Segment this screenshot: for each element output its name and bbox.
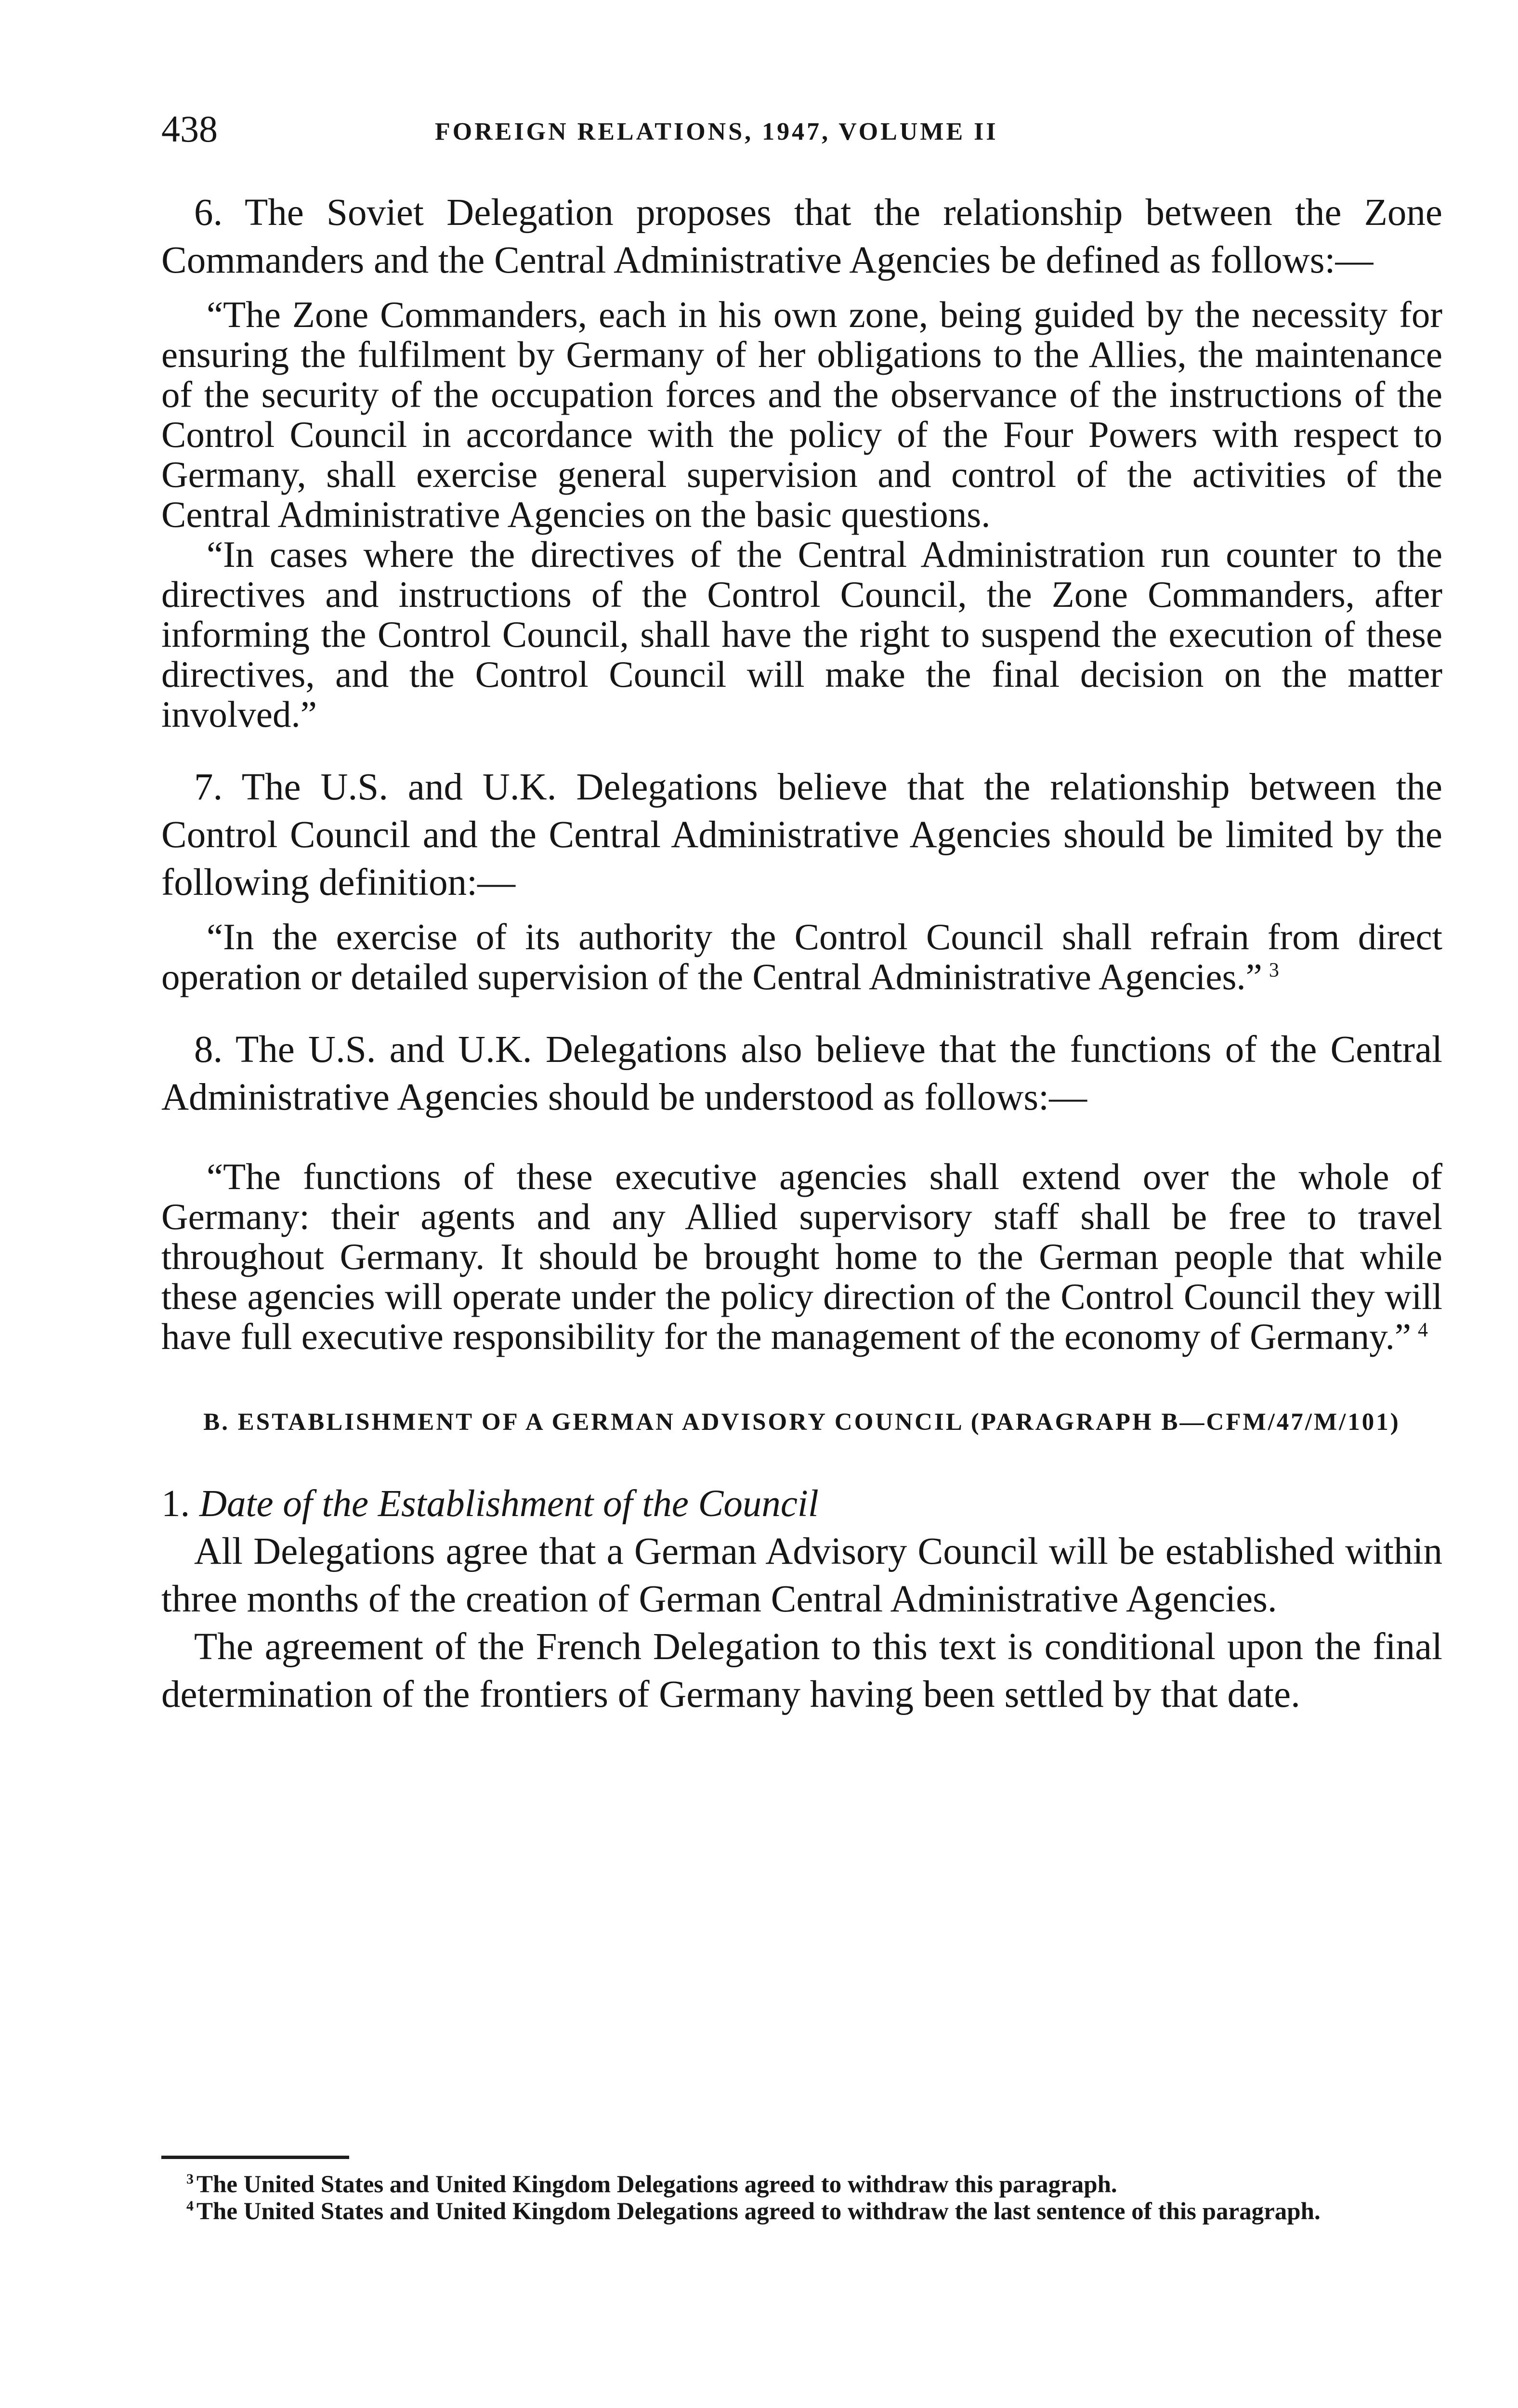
page-number: 438 — [161, 108, 218, 150]
soviet-proposal-quote-1: “The Zone Commanders, each in his own zone, being guided by the necessity for ensuring the fulfilment by Germany of her obligations to the Allies, the maintenance of the security of the occupation forces and the observance of the instructions of the Control Council in accordance with the policy of the Four Powers with respect to Germany, shall exercise general supervision and control of the activities of the Central Administrative Agencies on the basic questions. — [161, 294, 1442, 535]
footnote-ref-3: 3 — [1269, 959, 1279, 982]
footnote-4-text: The United States and United Kingdom Delegations agreed to withdraw the last sentence of this paragraph. — [196, 2198, 1321, 2225]
footnote-ref-4: 4 — [1418, 1319, 1428, 1341]
subsection-1-heading — [161, 1480, 1442, 1528]
section-b-paragraph-2: The agreement of the French Delegation to this text is conditional upon the final determination of the frontiers of Germany having been settled by that date. — [161, 1626, 1442, 1715]
us-uk-quote-8 — [161, 1157, 1442, 1357]
footnote-4 — [161, 2198, 1442, 2225]
paragraph-6: 6. The Soviet Delegation proposes that the relationship between the Zone Commanders and the Central Administrative Agencies be defined as follows:— — [161, 192, 1442, 281]
footnote-3 — [161, 2171, 1442, 2198]
us-uk-quote-7 — [161, 917, 1442, 997]
journal-title: FOREIGN RELATIONS, 1947, VOLUME II — [435, 118, 998, 145]
running-head — [161, 105, 1442, 168]
footnotes — [161, 2171, 1442, 2225]
footnote-rule — [161, 2156, 349, 2159]
section-b-heading: B. ESTABLISHMENT OF A GERMAN ADVISORY COUNCIL (PARAGRAPH B—CFM/47/M/101) — [203, 1409, 1400, 1436]
footnote-3-text: The United States and United Kingdom Delegations agreed to withdraw this paragraph. — [196, 2171, 1117, 2198]
paragraph-7: 7. The U.S. and U.K. Delegations believe that the relationship between the Control Council and the Central Administrative Agencies should be limited by the following definition:— — [161, 766, 1442, 903]
section-b-paragraph-1: All Delegations agree that a German Advisory Council will be established within three months of the creation of German Central Administrative Agencies. — [161, 1531, 1442, 1620]
subsection-number: 1. — [161, 1483, 190, 1525]
soviet-proposal-quote-2: “In cases where the directives of the Central Administration run counter to the directives and instructions of the Control Council, the Zone Commanders, after informing the Control Council, shall have the right to suspend the execution of these directives, and the Control Council will make the final decision on the matter involved.” — [161, 534, 1442, 735]
subsection-title: Date of the Establishment of the Council — [199, 1483, 819, 1525]
body-text — [161, 189, 1442, 1718]
footnote-3-marker: 3 — [186, 2171, 194, 2187]
footnote-4-marker: 4 — [186, 2198, 194, 2214]
paragraph-8: 8. The U.S. and U.K. Delegations also believe that the functions of the Central Administrative Agencies should be understood as follows:— — [161, 1029, 1442, 1118]
us-uk-quote-8-text: “The functions of these executive agencies shall extend over the whole of Germany: their agents and any Allied supervisory staff shall be free to travel throughout Germany. It should be brought home to the German people that while these agencies will operate under the policy direction of the Control Council they will have full executive responsibility for the management of the economy of Germany.” — [161, 1156, 1442, 1357]
us-uk-quote-7-text: “In the exercise of its authority the Control Council shall refrain from direct operation or detailed supervision of the Central Administrative Agencies.” — [161, 916, 1442, 997]
